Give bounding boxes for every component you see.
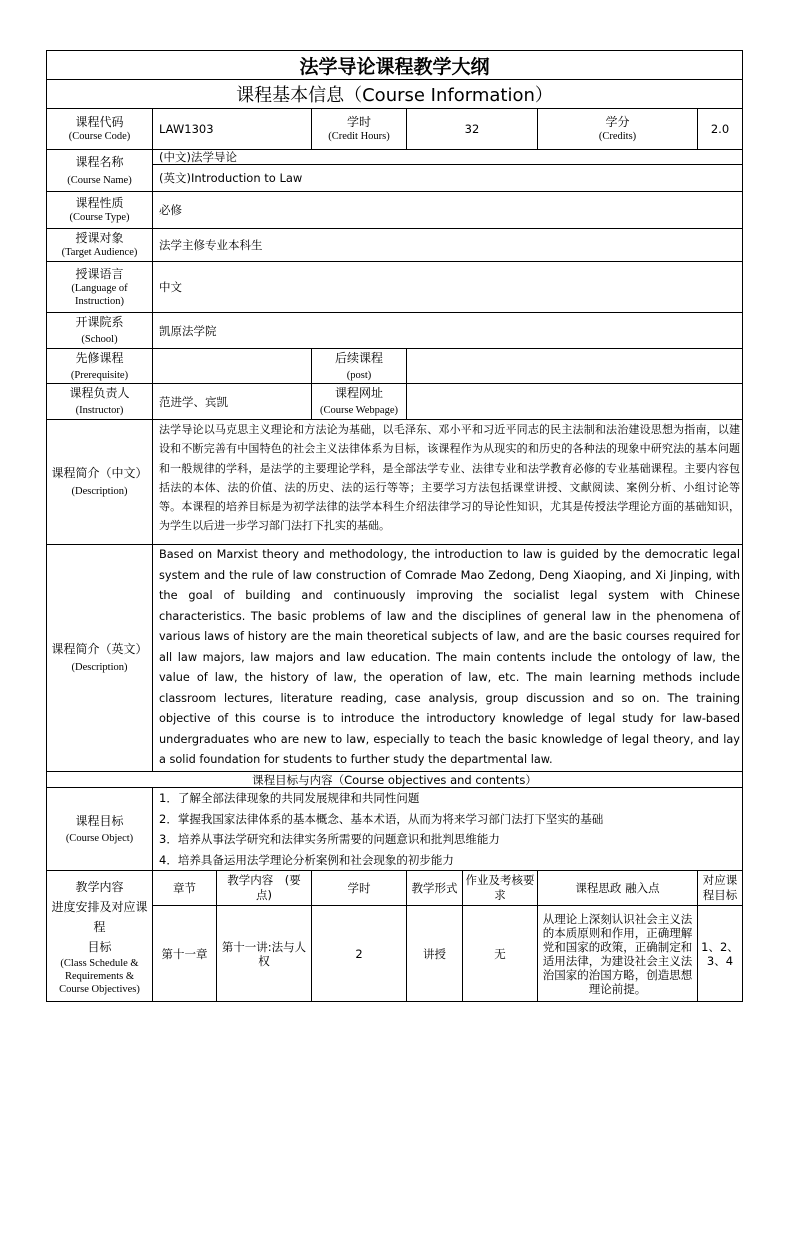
objective-item: 1．了解全部法律现象的共同发展规律和共同性问题	[159, 791, 420, 805]
course-name-label	[47, 150, 153, 191]
course-name-label-en: (Course Name)	[67, 174, 132, 186]
description-zh-row	[46, 420, 743, 545]
audience-row	[46, 229, 743, 262]
school-value: 凯原法学院	[159, 323, 217, 338]
post-label	[312, 349, 407, 383]
school-label-zh: 开课院系	[75, 315, 124, 329]
school-label-en: (School)	[81, 334, 118, 345]
schedule-cell-assessment: 无	[463, 906, 538, 1001]
schedule-header-hours: 学时	[312, 871, 407, 905]
schedule-cell-chapter: 第十一章	[153, 906, 217, 1001]
webpage-label	[312, 384, 407, 419]
language-label-zh: 授课语言	[75, 266, 124, 281]
prereq-row	[46, 349, 743, 384]
schedule-label-zh-1: 教学内容	[75, 879, 124, 894]
schedule-header-assessment: 作业及考核要求	[463, 871, 538, 905]
course-code-label-en: (Course Code)	[68, 131, 131, 142]
webpage-label-en: (Course Webpage)	[320, 405, 398, 416]
course-name-en-value: (英文)Introduction to Law	[159, 171, 303, 185]
post-label-zh: 后续课程	[334, 350, 383, 365]
description-en-label-en: (Description)	[71, 662, 128, 673]
course-name-label-zh: 课程名称	[75, 154, 124, 169]
credits-value: 2.0	[710, 122, 730, 136]
credits-label-en: (Credits)	[598, 131, 637, 142]
document-title: 法学导论课程教学大纲	[299, 55, 490, 78]
schedule-row	[46, 871, 743, 1002]
course-type-row	[46, 192, 743, 229]
course-name-cn: (中文)法学导论	[153, 150, 742, 165]
description-en-text: Based on Marxist theory and methodology, the introduction to law is guided by the democratic legal system and the rule of law construction of Comrade Mao Zedong, Deng Xiaoping, and Xi Jinping, with the goal of building and continuously improving the socialist legal system with Chinese characteristics. The basic problems of law and the disciplines of general law in the phenomena of various laws of history are the main theoretical subjects of law, and are the basic courses required for all law majors, law majors and law education. The main contents include the ontology of law, the value of law, the history of law, the operation of law, etc. The main learning methods include classroom lectures, literature reading, case analysis, group discussion and so on. The training objective of this course is to introduce the introductory knowledge of legal study for law-based undergraduates who are new to law, especially to teach the basic knowledge of legal theory, and lay a solid foundation for students to further study the departmental law.	[159, 548, 740, 766]
schedule-header-form: 教学形式	[407, 871, 463, 905]
instructor-label	[47, 384, 153, 419]
description-en-cell	[153, 545, 742, 771]
schedule-cell-ideology: 从理论上深刻认识社会主义法的本质原则和作用，正确理解党和国家的政策，正确制定和适用法律，为建设社会主义法治国家的治国方略，创造思想理论前提。	[538, 906, 698, 1001]
schedule-cell-form: 讲授	[407, 906, 463, 1001]
section-title-course-info: 课程基本信息（Course Information）	[236, 85, 553, 106]
schedule-table	[153, 871, 742, 1001]
description-zh-label	[47, 420, 153, 544]
course-code-row	[46, 109, 743, 150]
audience-value: 法学主修专业本科生	[159, 238, 263, 252]
prereq-label-en: (Prerequisite)	[70, 369, 129, 381]
language-row	[46, 262, 743, 313]
credits-label	[538, 109, 698, 149]
schedule-cell-hours: 2	[312, 906, 407, 1001]
credit-hours-label-zh: 学时	[346, 115, 371, 129]
subtitle-row	[46, 80, 743, 109]
prereq-label	[47, 349, 153, 383]
description-en-row	[46, 545, 743, 772]
schedule-header-row	[153, 871, 742, 906]
schedule-header-chapter: 章节	[153, 871, 217, 905]
course-code-label	[47, 109, 153, 149]
description-en-label-zh: 课程简介（英文）	[51, 642, 148, 656]
course-type-label-en: (Course Type)	[69, 212, 130, 223]
schedule-cell-objectives: 1、2、3、4	[701, 939, 739, 968]
description-zh-text: 法学导论以马克思主义理论和方法论为基础，以毛泽东、邓小平和习近平同志的民主法制和法治建设思想为指南，以建设和不断完善有中国特色的社会主义法律体系为目标，该课程作为从现实的和历史的各种法的现象中研究法的基本问题和一般规律的学科，是法学的主要理论学科，是全部法学专业、法律专业和法学教育必修的专业基础课程。主要内容包括法的本体、法的价值、法的历史、法的运行等等；主要学习方法包括课堂讲授、文献阅读、案例分析、小组讨论等等。本课程的培养目标是为初学法律的法学本科生介绍法律学习的导论性知识，尤其是传授法学理论方面的基础知识，为学生以后进一步学习部门法打下扎实的基础。	[159, 423, 740, 533]
description-zh-label-en: (Description)	[71, 486, 128, 497]
credit-hours-label-en: (Credit Hours)	[328, 131, 390, 142]
objective-item: 4．培养具备运用法学理论分析案例和社会现象的初步能力	[159, 852, 454, 867]
description-zh-cell	[153, 420, 742, 544]
instructor-row	[46, 384, 743, 420]
instructor-value: 范进学、宾凯	[153, 384, 312, 419]
schedule-label	[47, 871, 153, 1001]
credit-hours-label	[312, 109, 407, 149]
course-name-row	[46, 150, 743, 192]
objectives-section-row	[46, 772, 743, 788]
language-value: 中文	[159, 280, 182, 294]
description-en-label	[47, 545, 153, 771]
instructor-label-en: (Instructor)	[75, 405, 124, 416]
objectives-label-en: (Course Object)	[65, 832, 134, 844]
title-row	[46, 50, 743, 80]
objectives-section-title: 课程目标与内容（Course objectives and contents）	[252, 772, 537, 787]
credit-hours-value: 32	[407, 109, 538, 149]
post-value	[407, 349, 742, 383]
schedule-header-content: 教学内容 (要点)	[217, 871, 312, 905]
schedule-cell-content: 第十一讲:法与人权	[217, 906, 312, 1001]
course-type-value: 必修	[159, 203, 182, 217]
description-zh-label-zh: 课程简介（中文）	[51, 466, 148, 480]
prereq-value	[153, 349, 312, 383]
course-code-label-zh: 课程代码	[75, 115, 124, 129]
objectives-label-zh: 课程目标	[75, 813, 124, 828]
language-label-en: (Language of Instruction)	[71, 282, 128, 307]
schedule-label-zh-2: 进度安排及对应课程	[51, 899, 148, 934]
course-code-value: LAW1303	[153, 109, 312, 149]
course-name-values	[153, 150, 742, 191]
webpage-label-zh: 课程网址	[334, 386, 383, 400]
prereq-label-zh: 先修课程	[75, 350, 124, 365]
webpage-value	[407, 384, 742, 419]
objective-item: 3．培养从事法学研究和法律实务所需要的问题意识和批判思维能力	[159, 832, 500, 846]
objective-item: 2．掌握我国家法律体系的基本概念、基本术语，从而为将来学习部门法打下坚实的基础	[159, 811, 604, 826]
audience-label	[47, 229, 153, 261]
syllabus-table	[46, 50, 743, 1002]
objectives-label	[47, 788, 153, 870]
language-label	[47, 262, 153, 312]
audience-label-zh: 授课对象	[75, 231, 124, 245]
schedule-header-objectives: 对应课程目标	[702, 873, 738, 902]
instructor-label-zh: 课程负责人	[69, 386, 130, 400]
post-label-en: (post)	[346, 369, 372, 381]
school-label	[47, 313, 153, 348]
credits-label-zh: 学分	[605, 115, 630, 129]
objectives-row	[46, 788, 743, 871]
schedule-label-zh-3: 目标	[87, 939, 112, 954]
schedule-data-row	[153, 906, 742, 1001]
schedule-header-ideology: 课程思政 融入点	[538, 871, 698, 905]
course-type-label	[47, 192, 153, 228]
course-type-label-zh: 课程性质	[75, 196, 124, 210]
schedule-label-en: (Class Schedule & Requirements & Course Objectives)	[59, 957, 140, 995]
objectives-list	[153, 788, 742, 870]
audience-label-en: (Target Audience)	[61, 247, 138, 258]
school-row	[46, 313, 743, 349]
